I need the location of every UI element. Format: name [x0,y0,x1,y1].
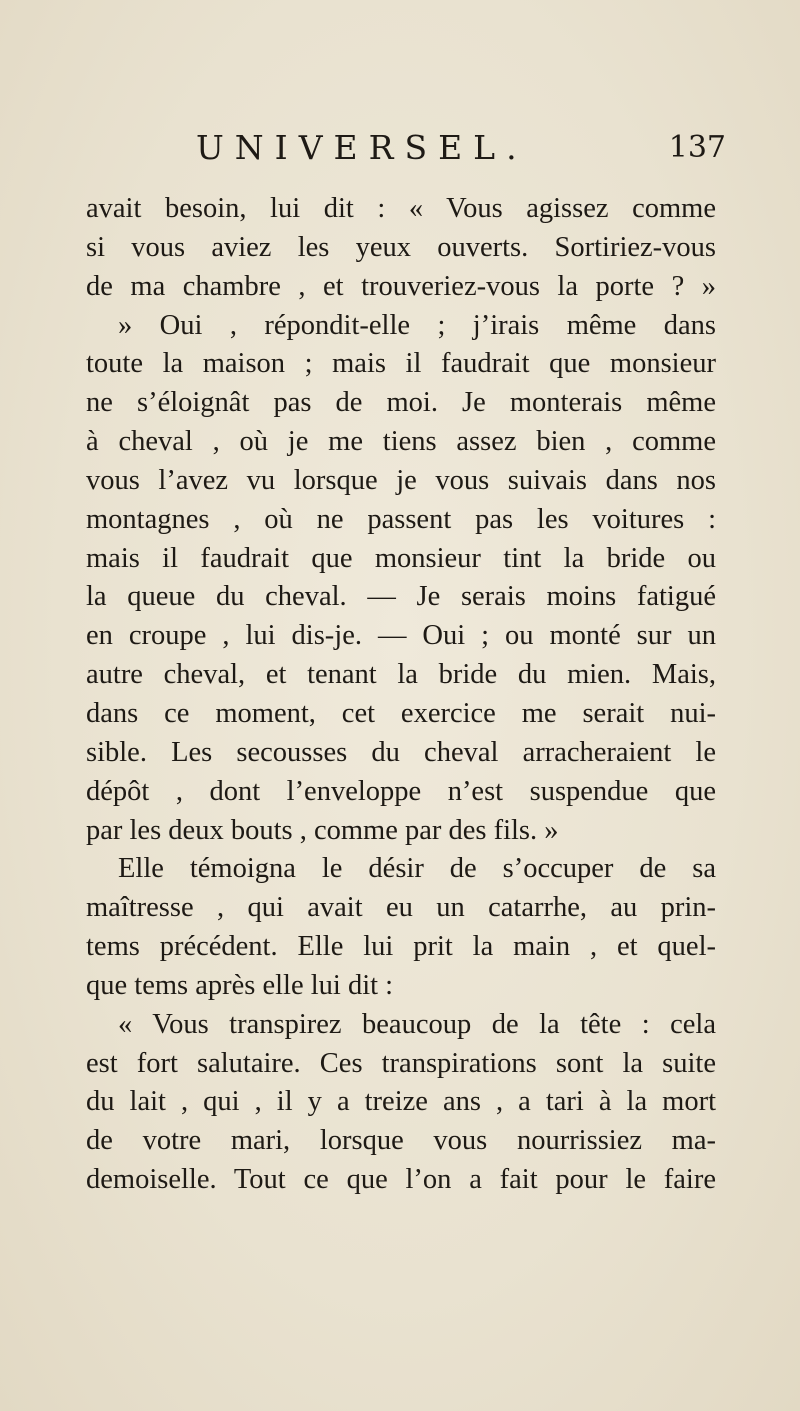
text-line: maîtresse , qui avait eu un catarrhe, au prin- [86,892,716,924]
body-text [86,190,716,1200]
text-line: autre cheval, et tenant la bride du mien. Mais, [86,659,716,691]
text-line: « Vous transpirez beaucoup de la tête : cela [118,1008,716,1040]
text-line: de ma chambre , et trouveriez-vous la porte ? » [86,270,716,302]
text-line: que tems après elle lui dit : [86,969,394,1001]
text-line: demoiselle. Tout ce que l’on a fait pour le faire [86,1164,716,1196]
text-line: mais il faudrait que monsieur tint la bride ou [86,542,716,574]
text-line: » Oui , répondit-elle ; j’irais même dans [118,309,716,341]
page-number: 137 [668,130,726,165]
running-title: UNIVERSEL. [196,128,528,167]
text-line: dans ce moment, cet exercice me serait nui- [86,697,716,729]
page-header [196,128,726,178]
text-line: ne s’éloignât pas de moi. Je monterais même [86,387,716,419]
text-line: est fort salutaire. Ces transpirations sont la suite [86,1047,716,1079]
text-line: avait besoin, lui dit : « Vous agissez comme [86,193,716,224]
text-line: par les deux bouts , comme par des fils. » [86,814,559,846]
text-line: du lait , qui , il y a treize ans , a tari à la mort [86,1086,716,1118]
text-line: sible. Les secousses du cheval arracheraient le [86,736,716,768]
text-line: toute la maison ; mais il faudrait que monsieur [86,348,716,380]
text-line: montagnes , où ne passent pas les voitures : [86,503,716,535]
text-line: tems précédent. Elle lui prit la main , et quel- [86,931,716,963]
text-line: la queue du cheval. — Je serais moins fatigué [86,581,716,613]
text-line: si vous aviez les yeux ouverts. Sortiriez-vous [86,231,716,263]
text-line: dépôt , dont l’enveloppe n’est suspendue que [86,775,716,807]
text-line: vous l’avez vu lorsque je vous suivais dans nos [86,464,716,496]
text-line: de votre mari, lorsque vous nourrissiez ma- [86,1125,716,1157]
text-line: en croupe , lui dis-je. — Oui ; ou monté sur un [86,620,716,652]
text-line: à cheval , où je me tiens assez bien , comme [86,426,716,458]
text-line: Elle témoigna le désir de s’occuper de sa [118,853,716,885]
